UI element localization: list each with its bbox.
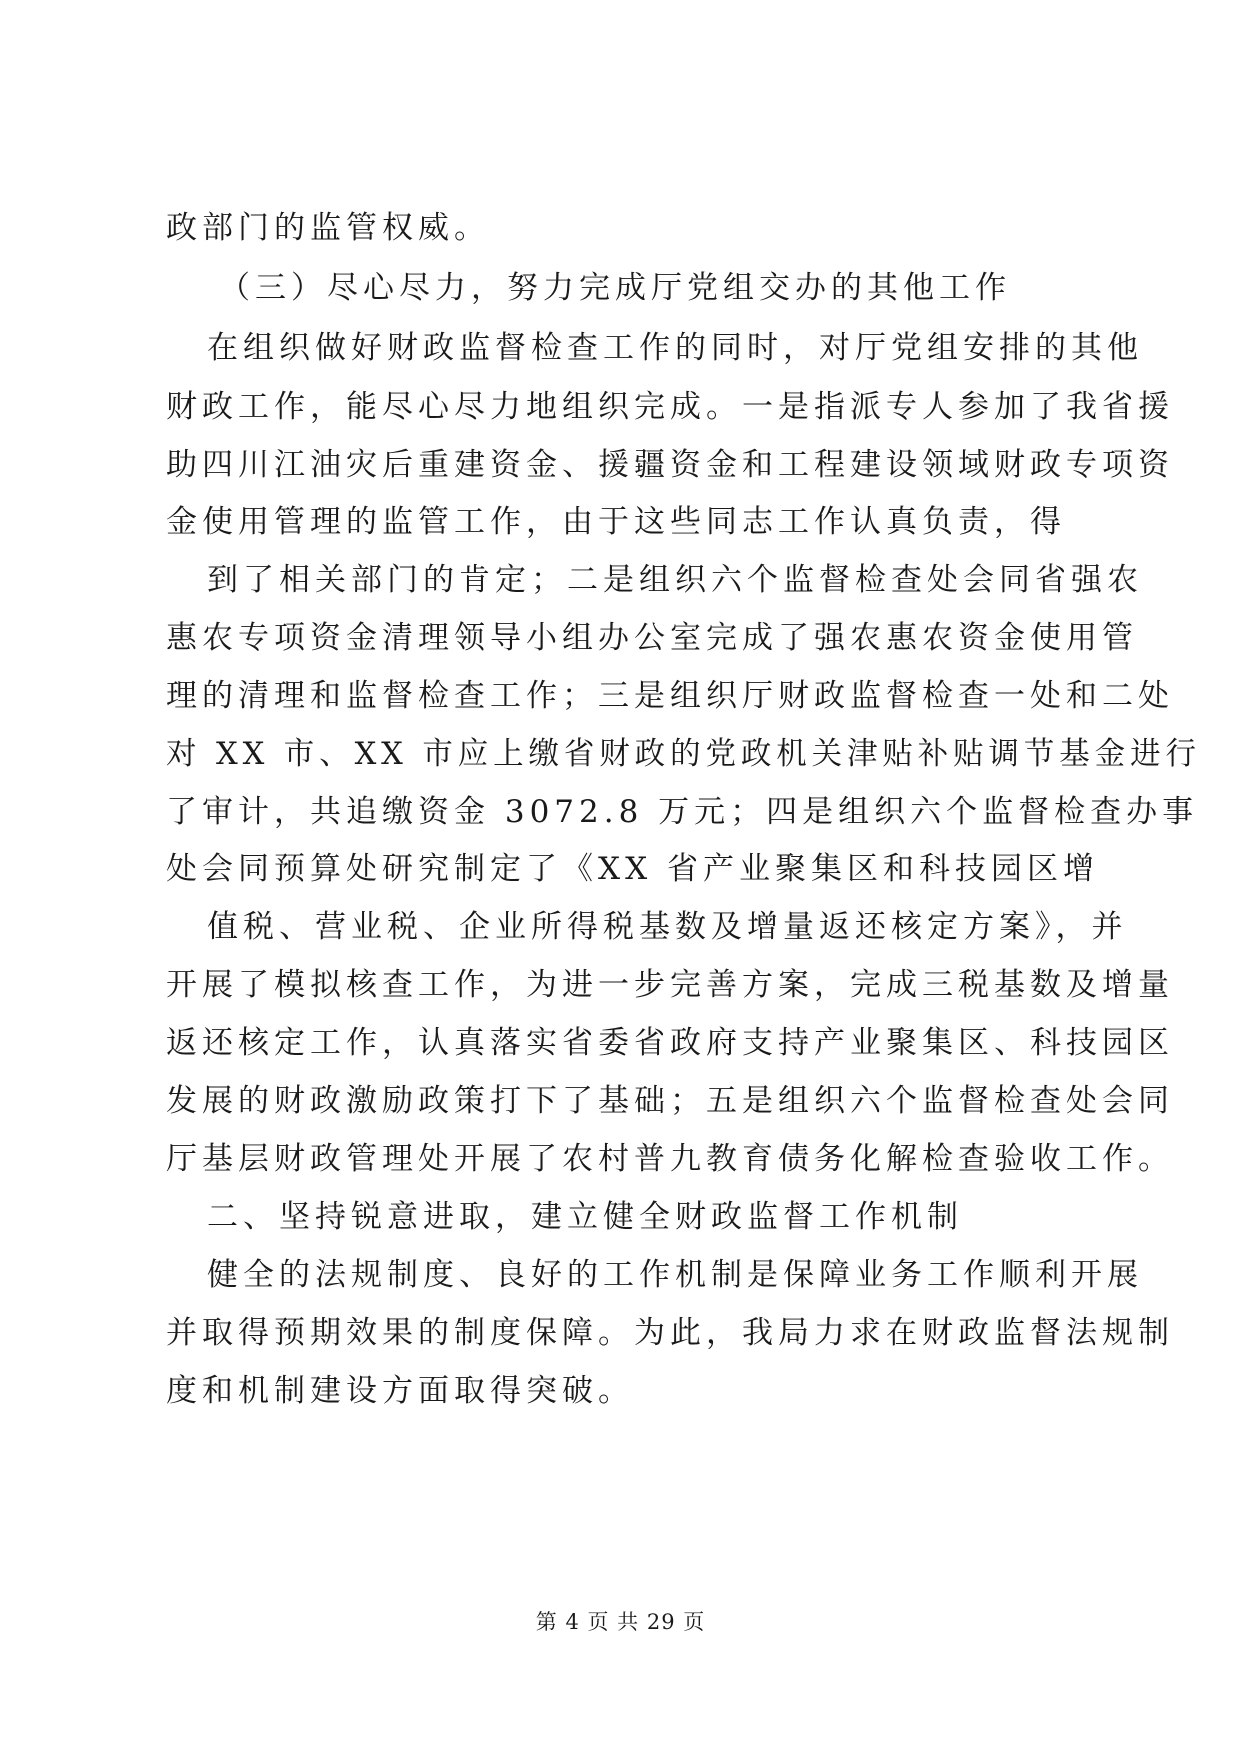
text-line: 助四川江油灾后重建资金、援疆资金和工程建设领域财政专项资 — [166, 447, 1174, 483]
text-line: 并取得预期效果的制度保障。为此，我局力求在财政监督法规制 — [166, 1315, 1174, 1351]
text-line: 返还核定工作，认真落实省委省政府支持产业聚集区、科技园区 — [166, 1025, 1174, 1061]
page-footer: 第 4 页 共 29 页 — [535, 1610, 706, 1634]
text-line: 了审计，共追缴资金 3072.8 万元；四是组织六个监督检查办事 — [166, 794, 1199, 830]
text-line: 惠农专项资金清理领导小组办公室完成了强农惠农资金使用管 — [166, 620, 1138, 656]
text-line: 开展了模拟核查工作，为进一步完善方案，完成三税基数及增量 — [166, 967, 1174, 1003]
text-line: 在组织做好财政监督检查工作的同时，对厅党组安排的其他 — [207, 330, 1143, 366]
text-line: 财政工作，能尽心尽力地组织完成。一是指派专人参加了我省援 — [166, 389, 1174, 425]
text-line: 度和机制建设方面取得突破。 — [166, 1373, 634, 1409]
text-line: 处会同预算处研究制定了《XX 省产业聚集区和科技园区增 — [166, 851, 1099, 887]
text-line: 厅基层财政管理处开展了农村普九教育债务化解检查验收工作。 — [166, 1141, 1174, 1177]
text-line: 金使用管理的监管工作，由于这些同志工作认真负责，得 — [166, 504, 1066, 540]
text-line: 健全的法规制度、良好的工作机制是保障业务工作顺利开展 — [207, 1257, 1143, 1293]
section-heading: （三）尽心尽力，努力完成厅党组交办的其他工作 — [219, 270, 1011, 306]
text-line: 值税、营业税、企业所得税基数及增量返还核定方案》，并 — [207, 909, 1128, 945]
text-line: 发展的财政激励政策打下了基础；五是组织六个监督检查处会同 — [166, 1083, 1174, 1119]
text-line: 政部门的监管权威。 — [166, 210, 490, 246]
text-line: 对 XX 市、XX 市应上缴省财政的党政机关津贴补贴调节基金进行 — [166, 736, 1201, 772]
section-heading: 二、坚持锐意进取，建立健全财政监督工作机制 — [207, 1199, 963, 1235]
text-line: 到了相关部门的肯定；二是组织六个监督检查处会同省强农 — [207, 562, 1143, 598]
text-line: 理的清理和监督检查工作；三是组织厅财政监督检查一处和二处 — [166, 678, 1174, 714]
